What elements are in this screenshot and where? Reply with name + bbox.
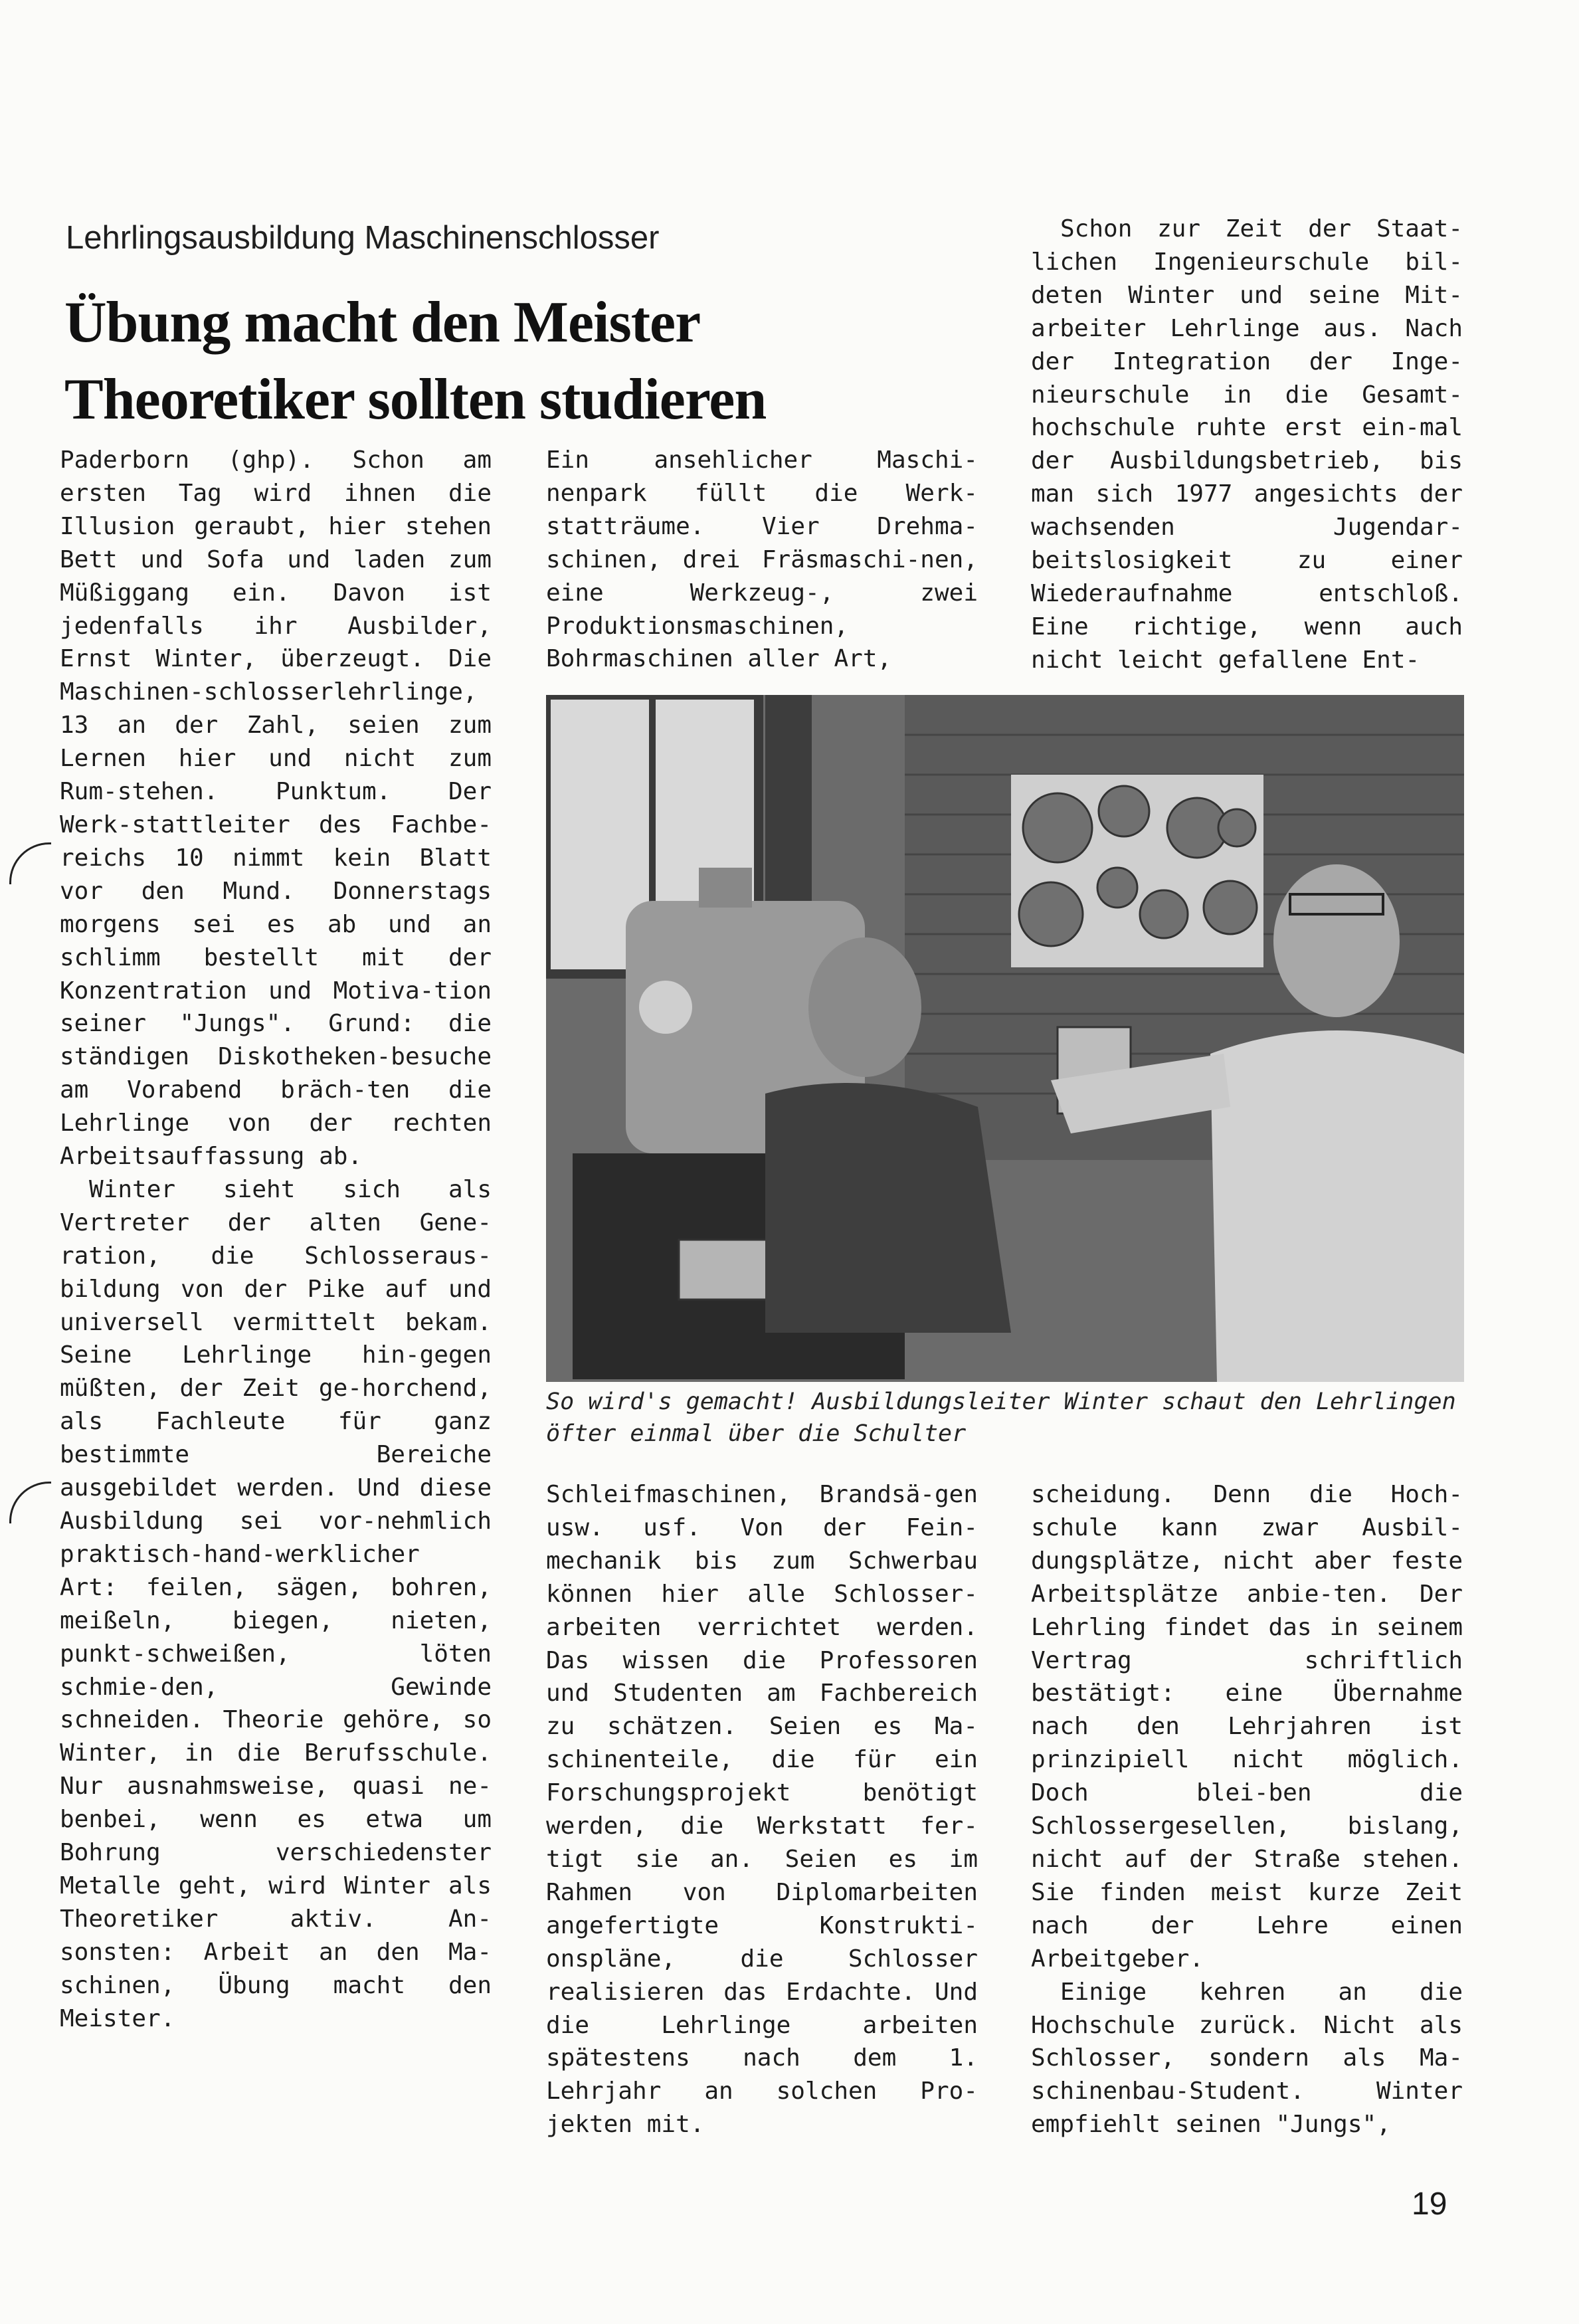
headline-secondary: Theoretiker sollten studieren bbox=[64, 367, 767, 432]
binder-hole-mark bbox=[9, 842, 51, 884]
article-column-1 bbox=[60, 444, 492, 2145]
article-column-3-top bbox=[1031, 213, 1463, 691]
paragraph: Schon zur Zeit der Staat-lichen Ingenieurschule bil-deten Winter und seine Mit-arbeiter Lehrlinge aus. Nach der Integration der Inge-nieurschule in die Gesamt-hochschule ruhte erst ein-mal der Ausbildungsbetrieb, bis man sich 1977 angesichts der wachsenden Jugendar-beitslosigkeit zu einer Wiederaufnahme entschloß. Eine richtige, wenn auch nicht leicht gefallene Ent- bbox=[1031, 215, 1463, 674]
workshop-photo bbox=[546, 695, 1464, 1382]
paragraph: Paderborn (ghp). Schon am ersten Tag wird ihnen die Illusion geraubt, hier stehen Bett und Sofa und laden zum Müßiggang ein. Davon ist jedenfalls ihr Ausbilder, Ernst Winter, überzeugt. Die Maschinen-schlosserlehrlinge, 13 an der Zahl, seien zum Lernen hier und nicht zum Rum-stehen. Punktum. Der Werk-stattleiter des Fachbe-reichs 10 nimmt kein Blatt vor den Mund. Donnerstags morgens sei es ab und an schlimm bestellt mit der Konzentration und Motiva-tion seiner "Jungs". Grund: die ständigen Diskotheken-besuche am Vorabend bräch-ten die Lehrlinge von der rechten Arbeitsauffassung ab. bbox=[60, 446, 492, 1171]
paragraph: Einige kehren an die Hochschule zurück. Nicht als Schlosser, sondern als Ma-schinenbau-Student. Winter empfiehlt seinen "Jungs", bbox=[1031, 1978, 1463, 2139]
page-number: 19 bbox=[1412, 2186, 1447, 2222]
article-kicker: Lehrlingsausbildung Maschinenschlosser bbox=[66, 220, 660, 256]
paragraph: Ein ansehlicher Maschi-nenpark füllt die Werk-statträume. Vier Drehma-schinen, drei Fräsmaschi-nen, eine Werkzeug-, zwei Produktionsmaschinen, Bohrmaschinen aller Art, bbox=[546, 446, 978, 673]
paragraph: scheidung. Denn die Hoch-schule kann zwar Ausbil-dungsplätze, nicht aber feste Arbeitsplätze anbie-ten. Der Lehrling findet das in seinem Vertrag schriftlich bestätigt: eine Übernahme nach den Lehrjahren ist prinzipiell nicht möglich. Doch blei-ben die Schlossergesellen, bislang, nicht auf der Straße stehen. Sie finden meist kurze Zeit nach der Lehre einen Arbeitgeber. bbox=[1031, 1481, 1463, 1973]
paragraph: Schleifmaschinen, Brandsä-gen usw. usf. Von der Fein-mechanik bis zum Schwerbau können hier alle Schlosser-arbeiten verrichtet werden. Das wissen die Professoren und Studenten am Fachbereich zu schätzen. Seien es Ma-schinenteile, die für ein Forschungsprojekt benötigt werden, die Werkstatt fer-tigt sie an. Seien es im Rahmen von Diplomarbeiten angefertigte Konstrukti-onspläne, die Schlosser realisieren das Erdachte. Und die Lehrlinge arbeiten spätestens nach dem 1. Lehrjahr an solchen Pro-jekten mit. bbox=[546, 1481, 978, 2139]
paragraph: Winter sieht sich als Vertreter der alten Gene-ration, die Schlosseraus-bildung von der Pike auf und universell vermittelt bekam. Seine Lehrlinge hin-gegen müßten, der Zeit ge-horchend, als Fachleute für ganz bestimmte Bereiche ausgebildet werden. Und diese Ausbildung sei vor-nehmlich praktisch-hand-werklicher Art: feilen, sägen, bohren, meißeln, biegen, nieten, punkt-schweißen, löten schmie-den, Gewinde schneiden. Theorie gehöre, so Winter, in die Berufsschule. Nur ausnahmsweise, quasi ne-benbei, wenn es etwa um Bohrung verschiedenster Metalle geht, wird Winter als Theoretiker aktiv. An-sonsten: Arbeit an den Ma-schinen, Übung macht den Meister. bbox=[60, 1175, 492, 2032]
article-column-2-top bbox=[546, 444, 978, 683]
article-column-2-bottom bbox=[546, 1478, 978, 2143]
photo-illustration bbox=[546, 695, 1464, 1382]
photo-caption: So wird's gemacht! Ausbildungsleiter Winter schaut den Lehrlingen öfter einmal über die Schulter bbox=[546, 1389, 1456, 1447]
binder-hole-mark bbox=[9, 1482, 51, 1523]
article-column-3-bottom bbox=[1031, 1478, 1463, 2143]
headline-primary: Übung macht den Meister bbox=[64, 290, 701, 355]
